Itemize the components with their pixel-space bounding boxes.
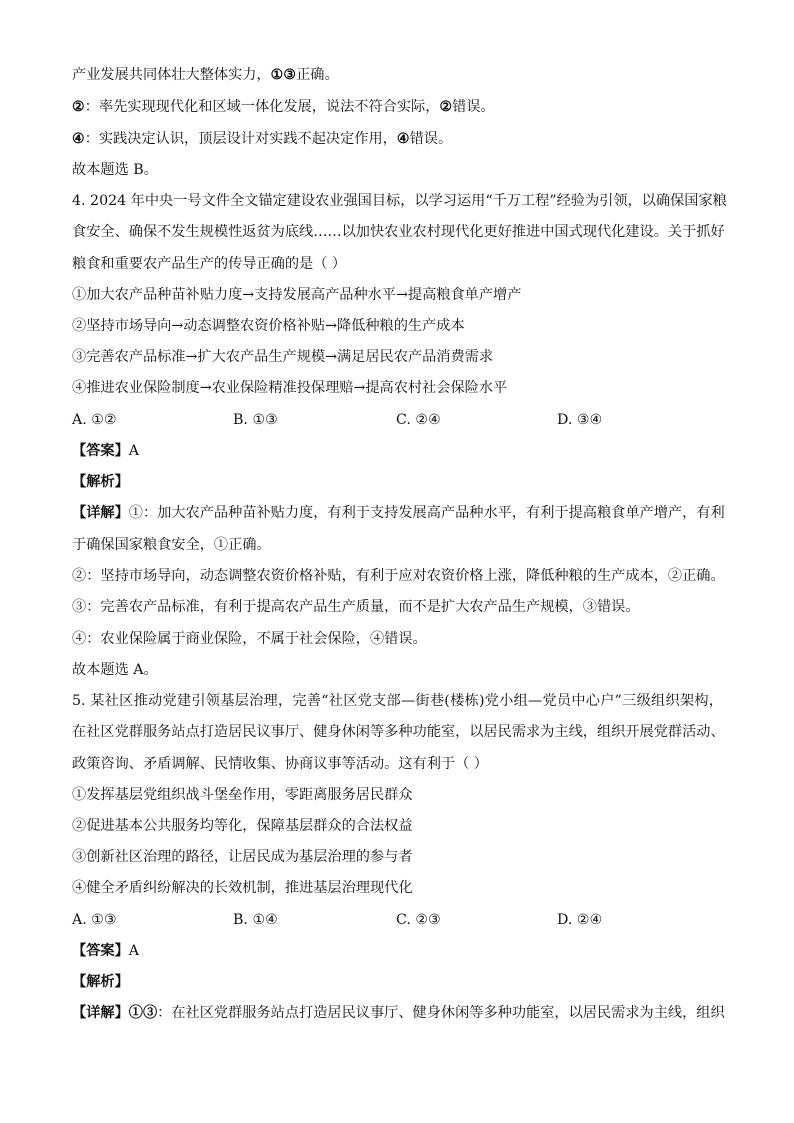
- q4-stem-line-2: 食安全、确保不发生规模性返贫为底线……以加快农业农村现代化更好推进中国式现代化建设。关于抓好: [72, 224, 725, 240]
- prev-analysis-line-1: 产业发展共同体壮大整体实力，①③正确。: [72, 67, 339, 83]
- prev-analysis-line-3: ④：实践决定认识，顶层设计对实践不起决定作用，④错误。: [72, 131, 453, 147]
- q4-detail-line-4: ③：完善农产品标准，有利于提高农产品生产质量，而不是扩大农产品生产规模，③错误。: [72, 599, 640, 615]
- q5-item-3: ③创新社区治理的路径，让居民成为基层治理的参与者: [72, 849, 413, 865]
- q5-analysis-label: 【解析】: [72, 974, 129, 990]
- q5-stem-line-3: 政策咨询、矛盾调解、民情收集、协商议事等活动。这有利于（ ）: [72, 756, 488, 772]
- q4-detail-line-3: ②：坚持市场导向，动态调整农资价格补贴，有利于应对农资价格上涨，降低种粮的生产成本，②正确。: [72, 568, 725, 584]
- q5-detail-line-1: 【详解】①③：在社区党群服务站点打造居民议事厅、健身休闲等多种功能室，以居民需求为主线，组织: [72, 1005, 725, 1021]
- prev-analysis-line-2: ②：率先实现现代化和区域一体化发展，说法不符合实际，②错误。: [72, 99, 495, 115]
- q4-option-d: D. ③④: [557, 412, 603, 428]
- q4-detail-line-1: 【详解】①：加大农产品种苗补贴力度，有利于支持发展高产品种水平，有利于提高粮食单产增产，有利: [72, 505, 725, 521]
- q5-option-a: A. ①③: [72, 912, 117, 928]
- q5-stem-line-2: 在社区党群服务站点打造居民议事厅、健身休闲等多种功能室，以居民需求为主线，组织开展党群活动、: [72, 724, 725, 740]
- q4-conclusion: 故本题选 A。: [72, 662, 158, 678]
- q4-item-3: ③完善农产品标准→扩大农产品生产规模→满足居民农产品消费需求: [72, 349, 494, 365]
- q4-item-4: ④推进农业保险制度→农业保险精准投保理赔→提高农村社会保险水平: [72, 380, 508, 396]
- q5-option-b: B. ①④: [233, 912, 278, 928]
- q5-item-4: ④健全矛盾纠纷解决的长效机制，推进基层治理现代化: [72, 880, 413, 896]
- q4-item-2: ②坚持市场导向→动态调整农资价格补贴→降低种粮的生产成本: [72, 318, 465, 334]
- q4-option-a: A. ①②: [72, 412, 117, 428]
- q5-item-1: ①发挥基层党组织战斗堡垒作用，零距离服务居民群众: [72, 787, 413, 803]
- q4-detail-line-2: 于确保国家粮食安全，①正确。: [72, 537, 271, 553]
- q5-answer: 【答案】A: [72, 943, 140, 959]
- q4-stem-line-1: 4. 2024 年中央一号文件全文锚定建设农业强国目标，以学习运用“千万工程”经验为引领，以确保国家粮: [72, 193, 727, 209]
- q4-option-b: B. ①③: [233, 412, 278, 428]
- q5-item-2: ②促进基本公共服务均等化，保障基层群众的合法权益: [72, 818, 413, 834]
- q5-stem-line-1: 5. 某社区推动党建引领基层治理，完善“社区党支部—街巷(楼栋)党小组—党员中心户”三级组织架构，: [72, 693, 723, 709]
- q4-stem-line-3: 粮食和重要农产品生产的传导正确的是（ ）: [72, 256, 347, 272]
- q4-detail-line-5: ④：农业保险属于商业保险，不属于社会保险，④错误。: [72, 631, 427, 647]
- q4-option-c: C. ②④: [396, 412, 441, 428]
- q5-option-d: D. ②④: [557, 912, 603, 928]
- q4-analysis-label: 【解析】: [72, 474, 129, 490]
- q4-item-1: ①加大农产品种苗补贴力度→支持发展高产品种水平→提高粮食单产增产: [72, 287, 522, 303]
- q4-answer: 【答案】A: [72, 443, 140, 459]
- prev-conclusion: 故本题选 B。: [72, 162, 158, 178]
- q5-option-c: C. ②③: [396, 912, 441, 928]
